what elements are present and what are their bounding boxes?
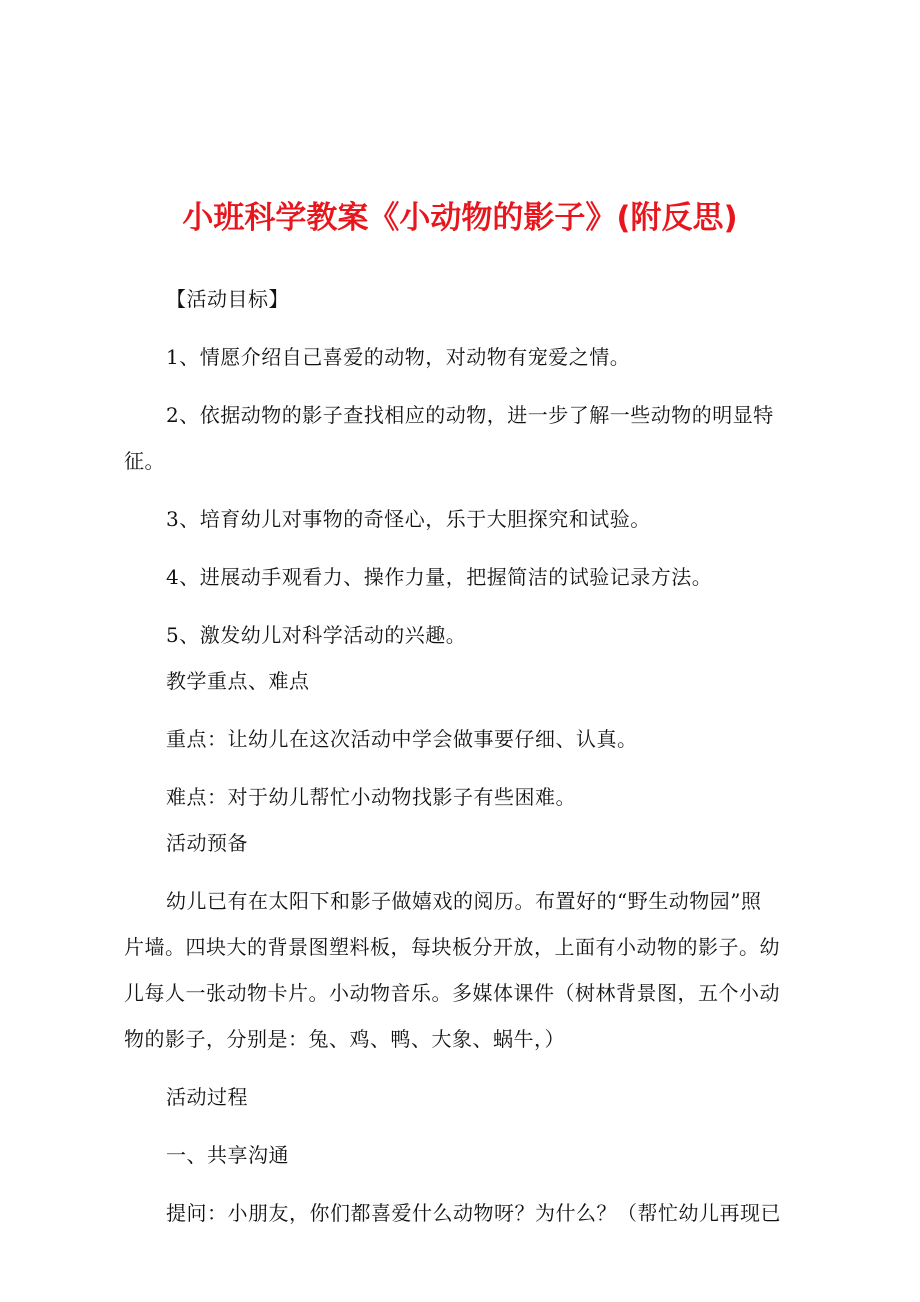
- goal-4: 4、进展动手观看力、操作力量，把握简洁的试验记录方法。: [166, 565, 713, 589]
- key-point: 重点：让幼儿在这次活动中学会做事要仔细、认真。: [166, 727, 638, 751]
- prep-line-1: 幼儿已有在太阳下和影子做嬉戏的阅历。布置好的“野生动物园”照: [166, 889, 762, 913]
- goal-heading: 【活动目标】: [166, 287, 289, 311]
- question-line: 提问：小朋友，你们都喜爱什么动物呀？为什么？（帮忙幼儿再现已: [166, 1201, 781, 1225]
- prep-line-4: 物的影子，分别是：兔、鸡、鸭、大象、蜗牛，）: [124, 1027, 565, 1051]
- process-step-1: 一、共享沟通: [166, 1143, 289, 1167]
- goal-5: 5、激发幼儿对科学活动的兴趣。: [166, 623, 467, 647]
- goal-1: 1、情愿介绍自己喜爱的动物，对动物有宠爱之情。: [166, 345, 631, 369]
- difficulty: 难点：对于幼儿帮忙小动物找影子有些困难。: [166, 785, 576, 809]
- goal-2-line-2: 征。: [124, 449, 165, 473]
- prep-line-2: 片墙。四块大的背景图塑料板，每块板分开放，上面有小动物的影子。幼: [124, 935, 780, 959]
- prep-line-3: 儿每人一张动物卡片。小动物音乐。多媒体课件（树林背景图，五个小动: [124, 981, 780, 1005]
- key-heading: 教学重点、难点: [166, 669, 310, 693]
- prep-heading: 活动预备: [166, 831, 248, 855]
- document-body: [124, 276, 808, 1236]
- goal-2-line-1: 2、依据动物的影子查找相应的动物，进一步了解一些动物的明显特: [166, 403, 774, 427]
- process-heading: 活动过程: [166, 1085, 248, 1109]
- document-title: 小班科学教案《小动物的影子》(附反思): [182, 200, 738, 236]
- goal-3: 3、培育幼儿对事物的奇怪心，乐于大胆探究和试验。: [166, 507, 651, 531]
